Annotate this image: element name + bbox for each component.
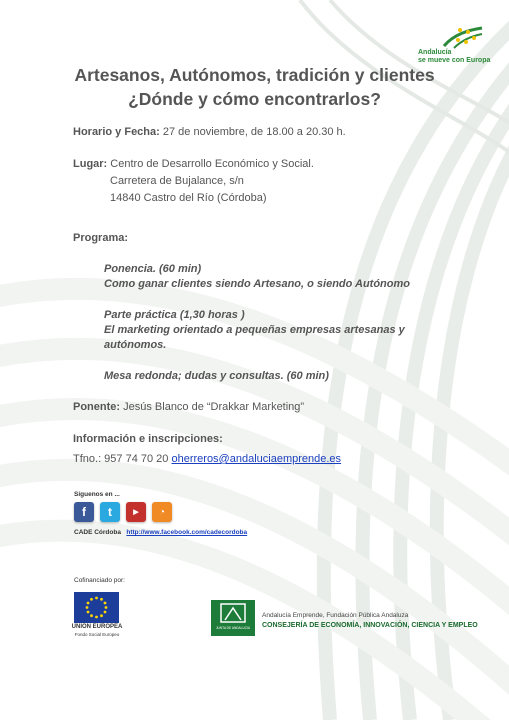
- place-line1: Centro de Desarrollo Económico y Social.: [110, 158, 314, 170]
- junta-andalucia-logo: [211, 600, 255, 636]
- logo-text-andalucia: Andalucía: [418, 49, 452, 56]
- social-icons: [74, 502, 172, 522]
- junta-line2: CONSEJERÍA DE ECONOMÍA, INNOVACIÓN, CIENCIA Y EMPLEO: [262, 622, 478, 629]
- program-item2-title: Parte práctica (1,30 horas ): [104, 309, 245, 321]
- program-item1-desc: Como ganar clientes siendo Artesano, o siendo Autónomo: [104, 278, 410, 290]
- twitter-icon[interactable]: t: [100, 502, 120, 522]
- program-item3: Mesa redonda; dudas y consultas. (60 min): [104, 370, 329, 382]
- contact-row: [73, 452, 341, 466]
- eu-caption-line1: UNIÓN EUROPEA: [71, 624, 123, 630]
- eu-flag-icon: [74, 592, 119, 623]
- eu-caption-line2: Fondo Social Europeo: [74, 632, 120, 637]
- junta-line1: Andalucía Emprende, Fundación Pública Andaluza: [262, 612, 409, 619]
- schedule-value: 27 de noviembre, de 18.00 a 20.30 h.: [162, 126, 346, 138]
- youtube-icon[interactable]: ▶: [126, 502, 146, 522]
- event-title-line1: Artesanos, Autónomos, tradición y clientes: [74, 65, 435, 85]
- facebook-page-link[interactable]: http://www.facebook.com/cadecordoba: [126, 529, 248, 536]
- program-item2-desc-line1: El marketing orientado a pequeñas empresas artesanas y: [104, 324, 405, 336]
- follow-us-label: Síguenos en ...: [74, 491, 120, 498]
- event-title-line2: ¿Dónde y cómo encontrarlos?: [128, 89, 381, 109]
- logo-text-europa: se mueve con Europa: [418, 57, 491, 64]
- junta-logo-text: JUNTA DE ANDALUCIA: [215, 626, 251, 630]
- eu-caption: [70, 624, 124, 638]
- speaker-label: Ponente:: [73, 401, 121, 413]
- program-item1-title: Ponencia. (60 min): [104, 263, 202, 275]
- speaker-value: Jesús Blanco de “Drakkar Marketing”: [123, 401, 305, 413]
- schedule-label: Horario y Fecha:: [73, 126, 160, 138]
- stars-logo-icon: [414, 26, 484, 50]
- cade-row: [74, 529, 247, 536]
- contact-email-link[interactable]: oherreros@andaluciaemprende.es: [171, 453, 342, 465]
- place-line2: Carretera de Bujalance, s/n: [110, 175, 244, 187]
- program-label: Programa:: [73, 232, 129, 244]
- place-row: [73, 157, 314, 171]
- speaker-row: [73, 400, 304, 414]
- program-item2-desc-line2: autónomos.: [104, 339, 167, 351]
- place-line3: 14840 Castro del Río (Córdoba): [110, 192, 267, 204]
- place-label: Lugar:: [73, 158, 108, 170]
- cade-label: CADE Córdoba: [74, 529, 121, 536]
- junta-emblem-icon: [211, 600, 255, 636]
- contact-phone: Tfno.: 957 74 70 20: [73, 453, 169, 465]
- cofinanced-label: Cofinanciado por:: [74, 577, 125, 584]
- rss-icon[interactable]: ◔: [152, 502, 172, 522]
- facebook-icon[interactable]: f: [74, 502, 94, 522]
- schedule-row: [73, 125, 346, 139]
- eu-stars-icon: [74, 592, 119, 623]
- contact-label: Información e inscripciones:: [73, 433, 223, 445]
